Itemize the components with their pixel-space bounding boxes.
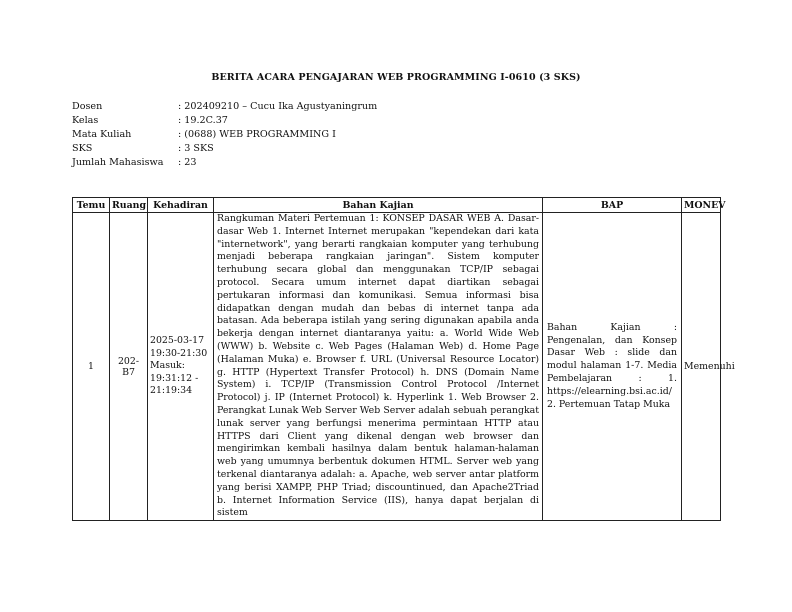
- kehadiran-date: 2025-03-17: [150, 335, 205, 347]
- cell-ruang: 202-B7: [110, 213, 148, 521]
- table-row: [73, 213, 721, 521]
- meta-label: Jumlah Mahasiswa: [72, 157, 164, 168]
- cell-monev: Memenuhi: [682, 213, 721, 521]
- kehadiran-end: 21:19:34: [150, 385, 193, 397]
- meta-value: : (0688) WEB PROGRAMMING I: [178, 129, 336, 140]
- cell-bahan-kajian: Rangkuman Materi Pertemuan 1: KONSEP DASAR WEB A. Dasar-dasar Web 1. Internet Internet merupakan "kependekan dari kata "internetwork", yang berarti rangkaian komputer yang terhubung menjadi beberapa rangkaian jaringan". Sistem komputer terhubung secara global dan menggunakan TCP/IP sebagai protocol. Secara umum internet dapat diartikan sebagai pertukaran informasi dan komunikasi. Semua informasi bisa didapatkan dengan mudah dan bebas di internet tanpa ada batasan. Ada beberapa istilah yang sering digunakan apabila anda bekerja dengan internet diantaranya yaitu: a. World Wide Web (WWW) b. Website c. Web Pages (Halaman Web) d. Home Page (Halaman Muka) e. Browser f. URL (Universal Resource Locator) g. HTTP (Hypertext Transfer Protocol) h. DNS (Domain Name System) i. TCP/IP (Transmission Control Protocol /Internet Protocol) j. IP (Internet Protocol) k. Hyperlink 1. Web Browser 2. Perangkat Lunak Web Server Web Server adalah sebuah perangkat lunak server yang berfungsi menerima permintaan HTTP atau HTTPS dari Client yang dikenal dengan web browser dan mengirimkan kembali hasilnya dalam bentuk halaman-halaman web yang umumnya berbentuk dokumen HTML. Server web yang terkenal diantaranya adalah: a. Apache, web server antar platform yang berisi XAMPP, PHP Triad; discountinued, dan Apache2Triad b. Internet Information Service (IIS), hanya dapat berjalan di sistem: [214, 213, 543, 521]
- header-ruang: Ruang: [110, 198, 148, 213]
- meta-value: : 202409210 – Cucu Ika Agustyaningrum: [178, 101, 378, 112]
- kehadiran-masuk-label: Masuk:: [150, 360, 185, 372]
- meta-row-kelas: [72, 114, 377, 128]
- header-temu: Temu: [73, 198, 110, 213]
- cell-bap: Bahan Kajian : Pengenalan, dan Konsep Dasar Web : slide dan modul halaman 1-7. Media Pembelajaran : 1. https://elearning.bsi.ac.id/ 2. Pertemuan Tatap Muka: [543, 213, 682, 521]
- meta-value: : 3 SKS: [178, 143, 214, 154]
- meta-label: Dosen: [72, 101, 103, 112]
- header-kehadiran: Kehadiran: [148, 198, 214, 213]
- meta-label: SKS: [72, 143, 93, 154]
- meta-row-mata-kuliah: [72, 128, 377, 142]
- header-bap: BAP: [543, 198, 682, 213]
- meta-row-sks: [72, 142, 377, 156]
- attendance-table: [72, 197, 735, 521]
- meta-value: : 19.2C.37: [178, 115, 228, 126]
- meta-row-jumlah-mahasiswa: [72, 156, 377, 170]
- cell-kehadiran: [148, 213, 214, 521]
- table-header-row: [73, 198, 721, 213]
- meta-label: Mata Kuliah: [72, 129, 132, 140]
- header-monev: MONEV: [682, 198, 721, 213]
- header-bahan-kajian: Bahan Kajian: [214, 198, 543, 213]
- meta-row-dosen: [72, 100, 377, 114]
- kehadiran-start: 19:31:12 -: [150, 372, 199, 384]
- document-meta: [72, 100, 377, 170]
- meta-value: : 23: [178, 157, 197, 168]
- document-title: BERITA ACARA PENGAJARAN WEB PROGRAMMING I-0610 (3 SKS): [211, 72, 581, 83]
- kehadiran-schedule: 19:30-21:30: [150, 347, 208, 359]
- meta-label: Kelas: [72, 115, 99, 126]
- cell-temu: 1: [73, 213, 110, 521]
